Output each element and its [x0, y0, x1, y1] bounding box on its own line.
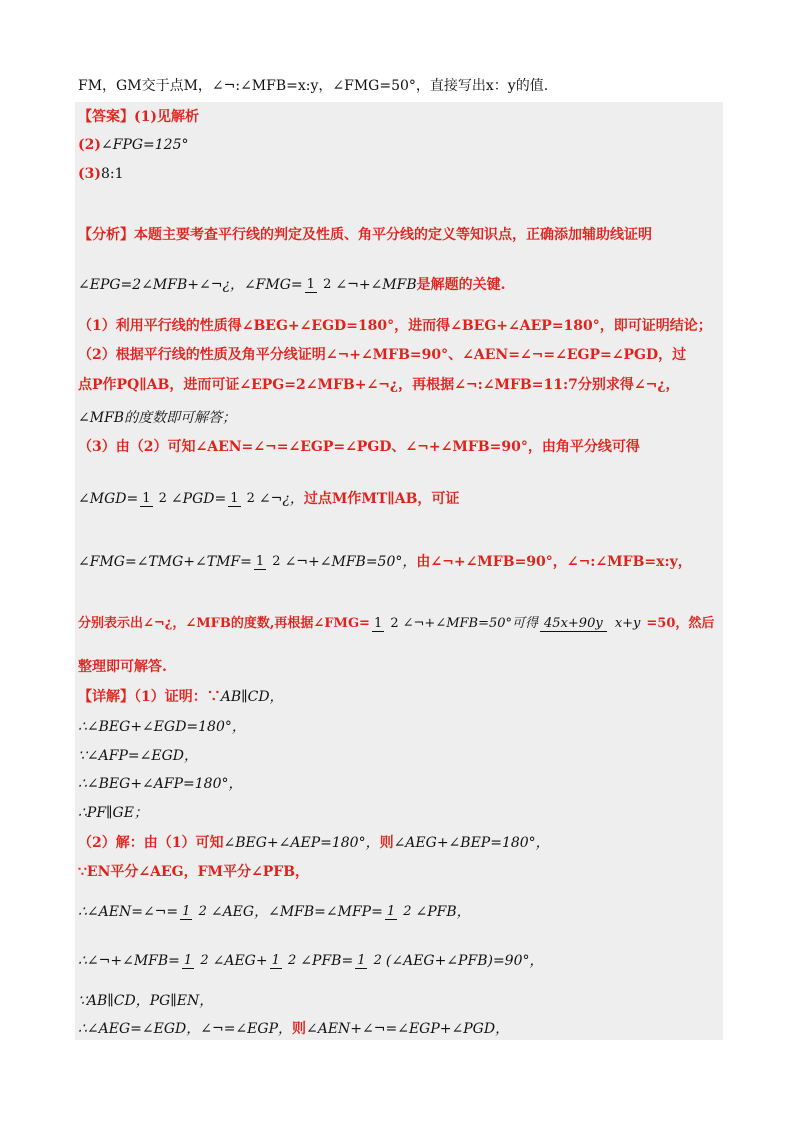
analysis-text-10c: =50，然后 [646, 616, 715, 631]
detail-text-11b: 则 [292, 1021, 306, 1037]
answer-label-2: (2) [78, 137, 101, 153]
fraction-half: 1 2 [183, 953, 209, 968]
analysis-line-3 [78, 315, 726, 337]
detail-formula-8a: ∴∠AEN=∠¬= [78, 904, 179, 920]
answer-text-1: 【答案】(1)见解析 [78, 109, 199, 125]
analysis-line-10 [78, 606, 726, 642]
detail-text-1b: AB∥CD， [220, 689, 284, 705]
analysis-text-9c: 由∠¬+∠MFB=90°，∠¬:∠MFB=x:y， [416, 554, 692, 570]
detail-line-4 [78, 773, 726, 795]
analysis-text-10a: 分别表示出∠¬¿，∠MFB的度数,再根据∠FMG= [78, 616, 370, 631]
analysis-text-7b: 由角平分线可得 [541, 439, 640, 455]
analysis-text-5a: 点P作PQ∥AB，进而可证∠EPG=2∠MFB+∠¬¿， [78, 377, 413, 393]
analysis-text-4: （2）根据平行线的性质及角平分线证明∠¬+∠MFB=90°、∠AEN=∠¬=∠EGP=∠PGD，过 [78, 347, 687, 363]
analysis-formula-8c: ∠¬¿， [258, 491, 304, 507]
analysis-formula-10b: ∠¬+∠MFB=50°可得 [402, 616, 539, 631]
detail-text-10: ∵AB∥CD，PG∥EN， [78, 993, 214, 1009]
detail-formula-9d: (∠AEG+∠PFB)=90°， [385, 953, 544, 969]
detail-text-7: ∵EN平分∠AEG，FM平分∠PFB， [78, 864, 310, 880]
detail-text-5: ∴PF∥GE； [78, 805, 148, 821]
detail-text-3: ∵∠AFP=∠EGD， [78, 748, 198, 764]
analysis-text-11: 整理即可解答. [78, 659, 167, 675]
fraction-half: 1 2 [255, 554, 281, 569]
detail-text-6a: （2）解：由（1）可知 [78, 835, 224, 851]
analysis-line-7 [78, 436, 726, 458]
detail-text-6d: ∠AEG+∠BEP=180°， [393, 835, 550, 851]
analysis-line-6 [78, 407, 726, 429]
detail-formula-9b: ∠AEG+ [212, 953, 268, 969]
problem-tail-text: FM，GM交于点M，∠¬:∠MFB=x:y，∠FMG=50°，直接写出x：y的值. [78, 78, 549, 94]
detail-text-4: ∴∠BEG+∠AFP=180°， [78, 776, 243, 792]
fraction-half: 1 2 [373, 616, 399, 631]
detail-line-2 [78, 716, 726, 738]
analysis-line-4 [78, 344, 726, 366]
detail-formula-9a: ∴∠¬+∠MFB= [78, 953, 180, 969]
analysis-formula-9a: ∠FMG=∠TMG+∠TMF= [78, 554, 252, 570]
analysis-formula-2b: ∠¬+∠MFB [335, 277, 417, 293]
detail-line-11 [78, 1018, 726, 1040]
detail-text-6b: ∠BEG+∠AEP=180°， [223, 835, 380, 851]
analysis-line-1 [78, 224, 726, 246]
answer-label-3: (3) [78, 166, 101, 182]
analysis-line-9 [78, 546, 726, 578]
analysis-line-11 [78, 656, 726, 678]
answer-line-1 [78, 106, 726, 128]
analysis-line-5 [78, 374, 726, 396]
analysis-formula-8b: ∠PGD= [170, 491, 227, 507]
fraction-half: 1 2 [306, 277, 332, 292]
detail-text-2: ∴∠BEG+∠EGD=180°， [78, 719, 246, 735]
answer-line-3 [78, 163, 726, 185]
detail-line-9 [78, 945, 726, 977]
analysis-text-2c: 是解题的关键. [416, 277, 506, 293]
detail-text-6c: 则 [379, 835, 394, 851]
detail-text-1a: 【详解】（1）证明：∵ [78, 689, 221, 705]
detail-line-6 [78, 832, 726, 854]
detail-text-11a: ∴∠AEG=∠EGD，∠¬=∠EGP， [78, 1021, 292, 1037]
fraction-half: 1 2 [271, 953, 297, 968]
detail-formula-8c: ∠PFB， [415, 904, 471, 920]
detail-text-11c: ∠AEN+∠¬=∠EGP+∠PGD， [306, 1021, 510, 1037]
analysis-text-6: ∠MFB的度数即可解答； [78, 410, 237, 426]
detail-formula-9c: ∠PFB= [300, 953, 354, 969]
detail-line-1 [78, 686, 726, 708]
analysis-formula-8a: ∠MGD= [78, 491, 139, 507]
answer-value-2: ∠FPG=125° [101, 137, 189, 153]
detail-formula-8b: ∠AEG，∠MFB=∠MFP= [210, 904, 383, 920]
answer-line-2 [78, 134, 726, 156]
analysis-text-8d: 过点M作MT∥AB，可证 [303, 491, 460, 507]
fraction-half: 1 2 [386, 904, 412, 919]
analysis-text-1: 【分析】本题主要考查平行线的判定及性质、角平分线的定义等知识点，正确添加辅助线证明 [78, 227, 652, 243]
analysis-text-7a: （3）由（2）可知∠AEN=∠¬=∠EGP=∠PGD、∠¬+∠MFB=90°， [78, 439, 542, 455]
analysis-formula-2a: ∠EPG=2∠MFB+∠¬¿，∠FMG= [78, 277, 303, 293]
analysis-text-5b: 再根据∠¬:∠MFB=11:7分别求得∠¬¿， [412, 377, 680, 393]
fraction-half: 1 2 [230, 491, 255, 506]
detail-line-10 [78, 990, 726, 1012]
analysis-formula-9b: ∠¬+∠MFB=50°， [284, 554, 417, 570]
fraction-half: 1 2 [142, 491, 167, 506]
fraction-half: 1 2 [357, 953, 382, 968]
answer-value-3: 8:1 [101, 166, 124, 182]
detail-line-3 [78, 745, 726, 767]
detail-line-7 [78, 861, 726, 883]
detail-line-5 [78, 802, 726, 824]
analysis-line-2 [78, 270, 726, 300]
fraction-ratio: 45x+90y x+y [540, 616, 644, 632]
detail-line-8 [78, 896, 726, 928]
fraction-half: 1 2 [182, 904, 207, 919]
analysis-line-8 [78, 483, 726, 515]
analysis-text-3: （1）利用平行线的性质得∠BEG+∠EGD=180°，进而得∠BEG+∠AEP=180°，即可证明结论； [78, 318, 712, 334]
